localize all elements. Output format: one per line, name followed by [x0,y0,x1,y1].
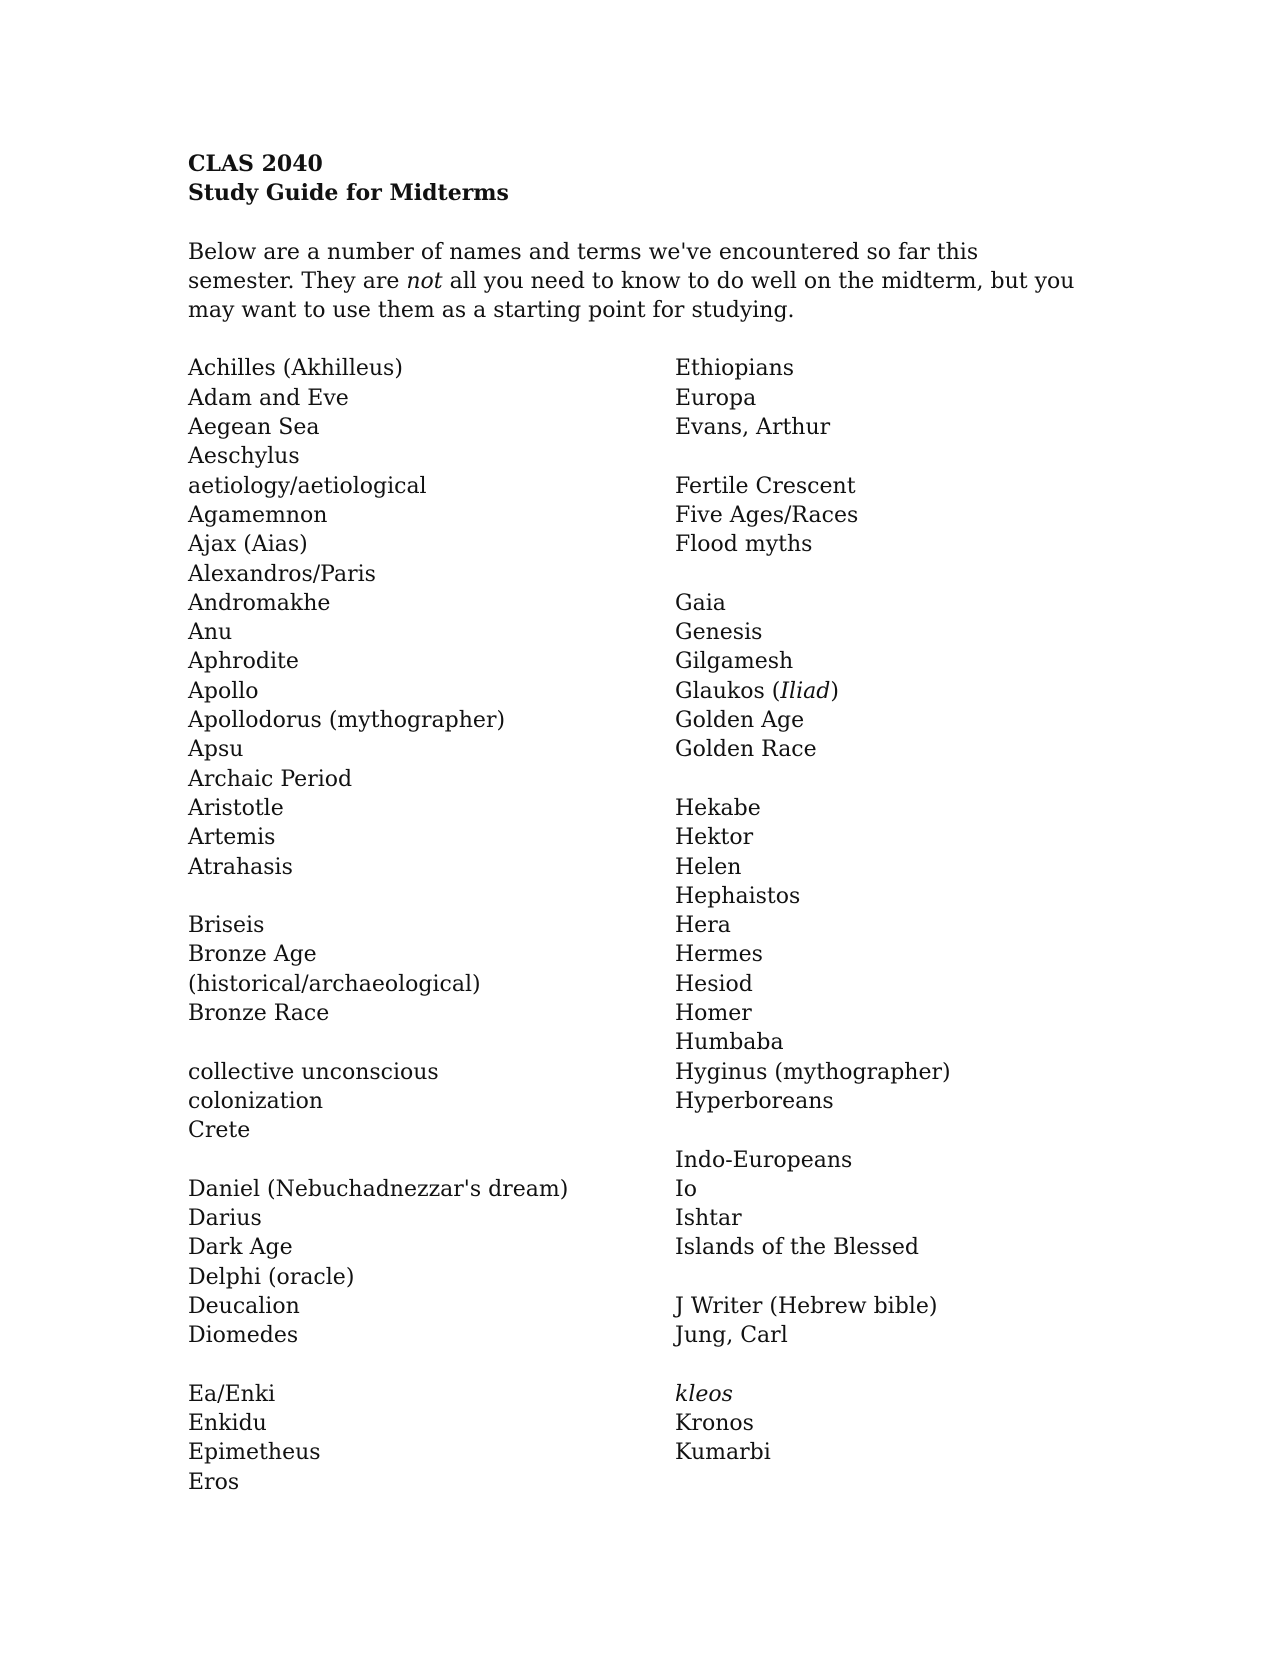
term-item: Anu [188,620,233,646]
term-item: Darius [188,1206,262,1232]
term-item: Daniel (Nebuchadnezzar's dream) [188,1176,569,1202]
term-item: Aphrodite [188,649,299,675]
term-item: Hermes [675,942,763,968]
glaukos-text: Glaukos ( [675,678,781,704]
intro-text-1: Below are a number of names and terms we've encountered so far this semester. They are [188,239,979,294]
term-item: Hesiod [675,971,753,997]
term-item: Hekabe [675,795,761,821]
term-item: Five Ages/Races [675,502,859,528]
term-item: Indo-Europeans [675,1147,853,1173]
term-item: Dark Age [188,1235,293,1261]
term-gap [675,1116,951,1145]
term-item: Hera [675,913,731,939]
term-gap [675,560,951,589]
term-item: Delphi (oracle) [188,1264,355,1290]
term-item: Ethiopians [675,356,795,382]
term-gap [675,765,951,794]
term-item: J Writer (Hebrew bible) [675,1293,938,1319]
term-item: Jung, Carl [675,1323,788,1349]
glaukos-iliad: Iliad [780,678,831,704]
term-item: Genesis [675,620,763,646]
term-item: Apollo [188,678,259,704]
course-code: CLAS 2040 [188,151,323,177]
term-item: Hyperboreans [675,1088,834,1114]
term-item: Adam and Eve [188,385,349,411]
glaukos-close: ) [830,678,839,704]
term-item: Bronze Race [188,1001,330,1027]
term-gap [188,882,568,911]
term-item: Diomedes [188,1323,299,1349]
term-gap [188,1028,568,1057]
term-item: aetiology/aetiological [188,473,427,499]
term-item: Bronze Age [188,942,317,968]
term-gap [675,442,951,471]
term-item: Hektor [675,825,754,851]
term-item: Flood myths [675,532,813,558]
term-item: Eros [188,1469,240,1495]
term-item-kleos [675,1380,951,1409]
term-item: Homer [675,1001,752,1027]
term-item: Achilles (Akhilleus) [188,356,403,382]
term-item: Apsu [188,737,244,763]
term-item: Europa [675,385,757,411]
term-item-glaukos [675,677,951,706]
intro-emphasis: not [406,268,443,294]
term-item: collective unconscious [188,1059,439,1085]
term-item: Archaic Period [188,766,353,792]
term-item: Kumarbi [675,1440,771,1466]
term-item: Briseis [188,913,265,939]
term-item: Islands of the Blessed [675,1235,919,1261]
term-item: Atrahasis [188,854,293,880]
term-item: Andromakhe [188,590,331,616]
term-item: Helen [675,854,742,880]
term-item: Gaia [675,590,726,616]
term-gap [675,1263,951,1292]
term-item: Deucalion [188,1293,300,1319]
term-item: Epimetheus [188,1440,321,1466]
term-item: Hephaistos [675,883,801,909]
term-item: Crete [188,1118,251,1144]
term-item: Io [675,1176,697,1202]
term-item: Ea/Enki [188,1381,276,1407]
term-item: Aristotle [188,795,284,821]
right-term-column [675,354,951,1467]
term-item: colonization [188,1088,324,1114]
term-item: Golden Race [675,737,817,763]
term-item: Apollodorus (mythographer) [188,708,506,734]
term-item: Humbaba [675,1030,784,1056]
intro-text-2: all you need to know to do well on the midterm, but you may want to use them as a starting point for studying. [188,268,1075,324]
document-title: Study Guide for Midterms [188,180,509,207]
term-item: Alexandros/Paris [188,561,376,587]
kleos-italic: kleos [675,1381,733,1407]
term-item: Hyginus (mythographer) [675,1059,951,1085]
term-gap [675,1351,951,1380]
term-item: Artemis [188,825,276,851]
term-item: Ishtar [675,1206,742,1232]
term-item: (historical/archaeological) [188,971,481,997]
left-term-column [188,354,568,1497]
term-item: Kronos [675,1411,754,1437]
term-item: Enkidu [188,1411,267,1437]
term-item: Golden Age [675,708,805,734]
term-item: Aeschylus [188,444,300,470]
term-item: Aegean Sea [188,415,320,441]
term-gap [188,1146,568,1175]
term-gap [188,1351,568,1380]
term-item: Ajax (Aias) [188,532,308,558]
term-item: Fertile Crescent [675,473,856,499]
term-item: Gilgamesh [675,649,794,675]
document-page [188,150,1088,1495]
intro-paragraph [188,238,1078,326]
term-item: Agamemnon [188,502,328,528]
term-item: Evans, Arthur [675,415,831,441]
